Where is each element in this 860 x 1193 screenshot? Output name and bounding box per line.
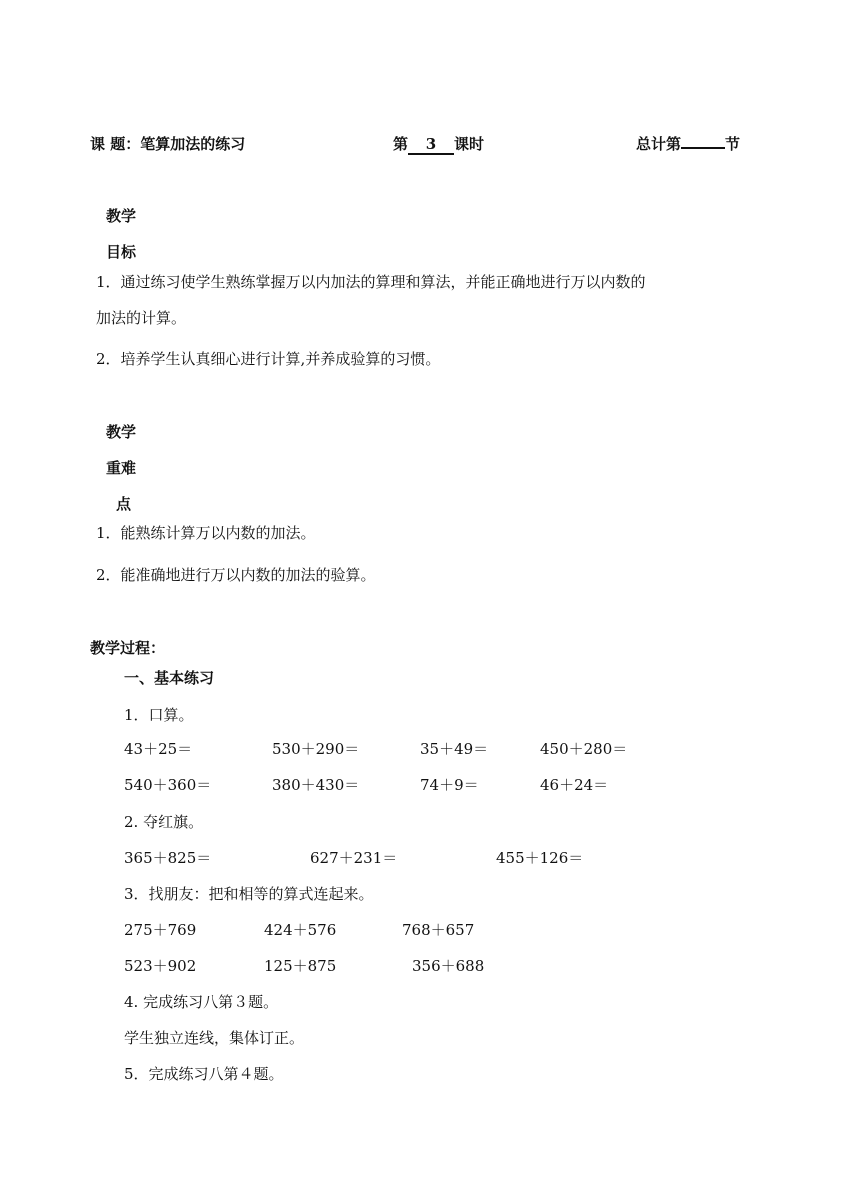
total-number-blank	[681, 147, 725, 149]
keypoint-item-2: 2．能准确地进行万以内数的加法的验算。	[96, 566, 376, 584]
exercise-4-note: 学生独立连线，集体订正。	[124, 1029, 305, 1047]
calc-item: 530＋290＝	[272, 740, 360, 758]
calc-item: 35＋49＝	[420, 740, 489, 758]
exercise-4-title: 4. 完成练习八第３题。	[124, 993, 279, 1011]
total-suffix: 节	[725, 135, 741, 153]
keypoints-label-line1: 教学	[106, 423, 137, 441]
match-item: 356＋688	[412, 957, 485, 975]
match-item: 125＋875	[264, 957, 337, 975]
total-count-field	[636, 133, 740, 154]
calc-item: 74＋9＝	[420, 776, 479, 794]
goal-item-2: 2．培养学生认真细心进行计算,并养成验算的习惯。	[96, 350, 441, 368]
exercise-1-title: 1．口算。	[124, 706, 194, 724]
goal-item-1-line1: 1．通过练习使学生熟练掌握万以内加法的算理和算法，并能正确地进行万以内数的	[96, 273, 646, 291]
lesson-title: 课 题：笔算加法的练习	[90, 135, 246, 153]
process-heading: 教学过程：	[90, 639, 166, 657]
calc-item: 450＋280＝	[540, 740, 628, 758]
lesson-number-field	[393, 133, 484, 155]
exercise-2-title: 2. 夺红旗。	[124, 813, 204, 831]
goals-label-line1: 教学	[106, 207, 137, 225]
match-item: 275＋769	[124, 921, 197, 939]
lesson-number: 3	[408, 136, 454, 155]
match-item: 523＋902	[124, 957, 197, 975]
calc-item: 43＋25＝	[124, 740, 193, 758]
calc-item: 46＋24＝	[540, 776, 609, 794]
lesson-prefix: 第	[393, 135, 409, 153]
section-basic-practice: 一、基本练习	[124, 669, 215, 687]
lesson-suffix: 课时	[454, 135, 485, 153]
match-item: 424＋576	[264, 921, 337, 939]
match-item: 768＋657	[402, 921, 475, 939]
total-prefix: 总计第	[636, 135, 682, 153]
keypoints-label-line2: 重难	[106, 459, 137, 477]
calc-item: 627＋231＝	[310, 849, 398, 867]
goal-item-1-line2: 加法的计算。	[96, 309, 187, 327]
calc-item: 540＋360＝	[124, 776, 212, 794]
calc-item: 365＋825＝	[124, 849, 212, 867]
calc-item: 455＋126＝	[496, 849, 584, 867]
exercise-5-title: 5．完成练习八第４题。	[124, 1065, 284, 1083]
keypoint-item-1: 1．能熟练计算万以内数的加法。	[96, 524, 316, 542]
goals-label-line2: 目标	[106, 243, 137, 261]
exercise-3-title: 3．找朋友：把和相等的算式连起来。	[124, 885, 374, 903]
calc-item: 380＋430＝	[272, 776, 360, 794]
keypoints-label-line3: 点	[116, 495, 132, 513]
